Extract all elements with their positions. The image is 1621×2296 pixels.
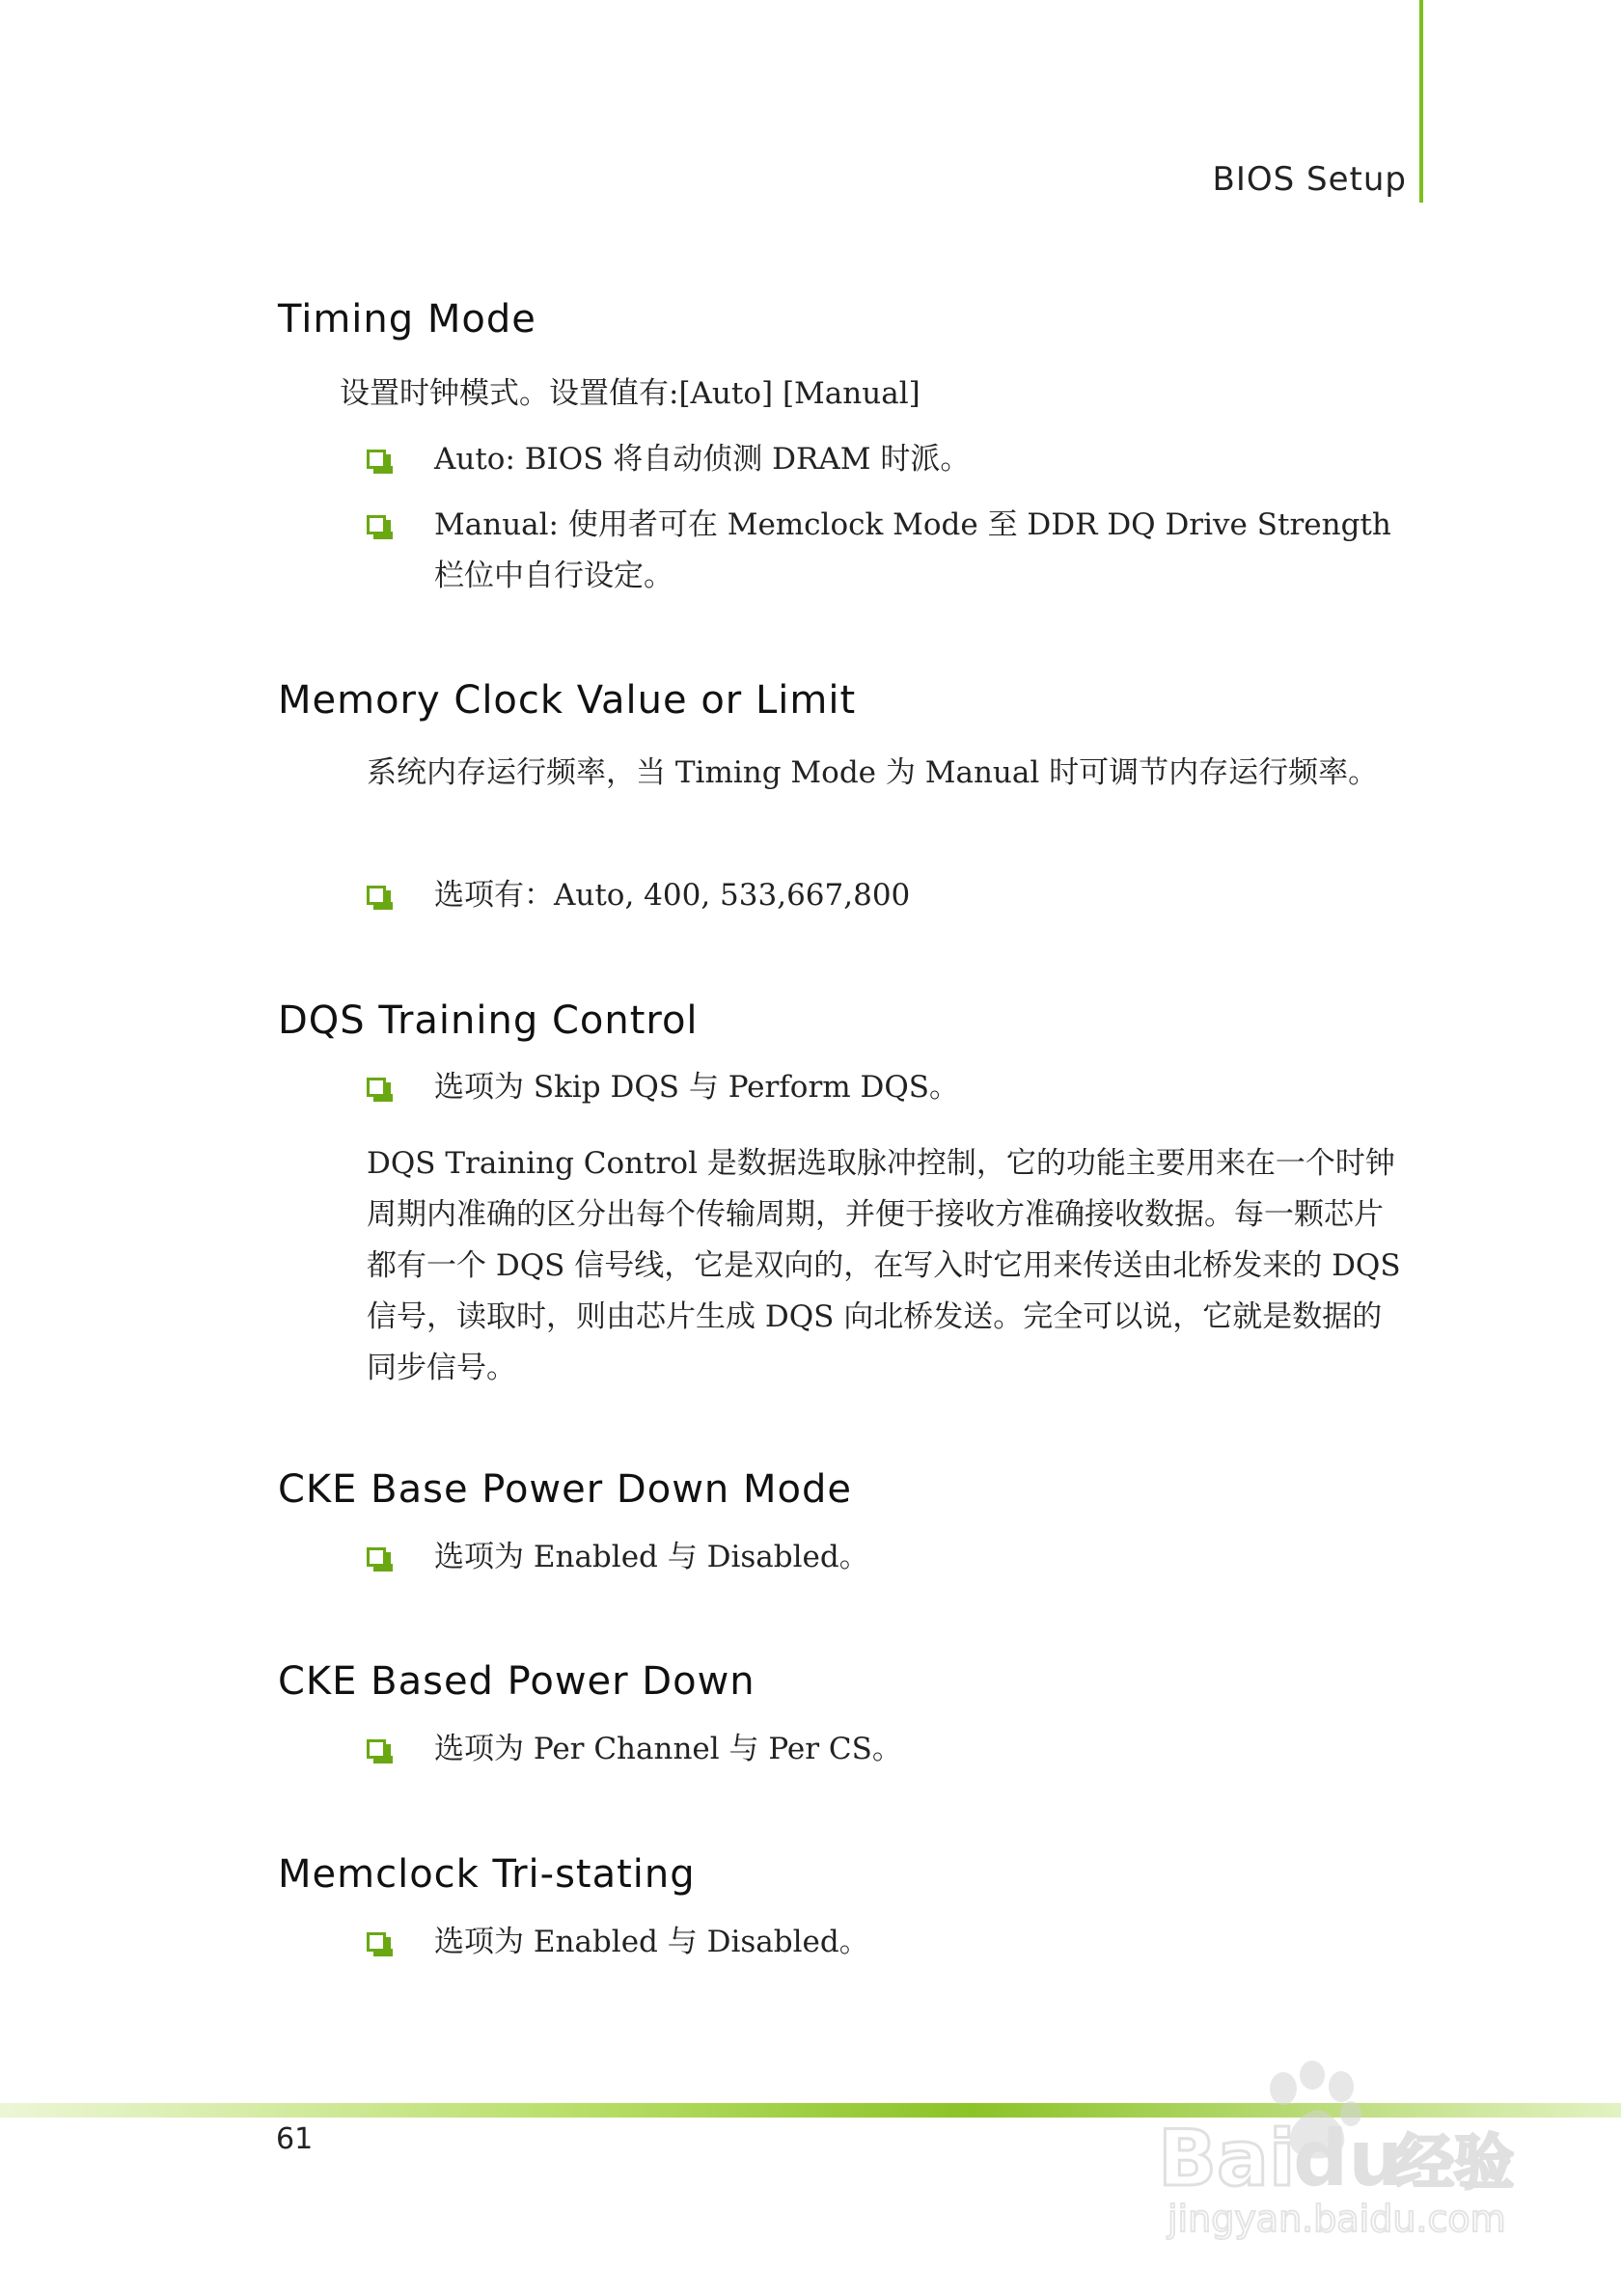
watermark-brand: Bai xyxy=(1158,2114,1296,2203)
heading-memory-clock: Memory Clock Value or Limit xyxy=(278,678,857,723)
heading-cke-based-power-down: CKE Based Power Down xyxy=(278,1659,756,1704)
bullet-text: 选项为 Enabled 与 Disabled。 xyxy=(434,1540,869,1574)
watermark-brand-du: du xyxy=(1293,2114,1404,2203)
bullet-text: Manual: 使用者可在 Memclock Mode 至 DDR DQ Drive Strength 栏位中自行设定。 xyxy=(434,507,1391,593)
dqs-training-paragraph: DQS Training Control 是数据选取脉冲控制，它的功能主要用来在一个时钟周期内准确的区分出每个传输周期，并便于接收方准确接收数据。每一颗芯片都有一个 DQS 信号线，它是双向的，在写入时它用来传送由北桥发来的 DQS 信号，读取时，则由芯片生成 DQS 向北桥发送。完全可以说，它就是数据的同步信号。 xyxy=(367,1146,1401,1385)
checkbox-bullet-icon xyxy=(367,1078,386,1097)
bullet-text: 选项为 Per Channel 与 Per CS。 xyxy=(434,1732,902,1766)
bullet-text: 选项为 Enabled 与 Disabled。 xyxy=(434,1925,869,1959)
checkbox-bullet-icon xyxy=(367,515,386,534)
heading-timing-mode: Timing Mode xyxy=(278,297,536,342)
heading-cke-base-power-down-mode: CKE Base Power Down Mode xyxy=(278,1467,852,1512)
checkbox-bullet-icon xyxy=(367,1932,386,1952)
bullet-text: Auto: BIOS 将自动侦测 DRAM 时派。 xyxy=(434,442,971,477)
baidu-jingyan-watermark xyxy=(1148,2060,1534,2243)
watermark-product: 经验 xyxy=(1394,2127,1515,2198)
checkbox-bullet-icon xyxy=(367,1547,386,1567)
heading-memclock-tristating: Memclock Tri-stating xyxy=(278,1852,696,1897)
header-accent-line xyxy=(1419,0,1423,203)
timing-mode-intro: 设置时钟模式。设置值有:[Auto] [Manual] xyxy=(340,376,920,411)
watermark-url: jingyan.baidu.com xyxy=(1168,2198,1506,2240)
checkbox-bullet-icon xyxy=(367,1739,386,1759)
page-header-title: BIOS Setup xyxy=(1212,160,1407,199)
memory-clock-intro: 系统内存运行频率，当 Timing Mode 为 Manual 时可调节内存运行频率。 xyxy=(367,755,1379,790)
checkbox-bullet-icon xyxy=(367,886,386,905)
page-number: 61 xyxy=(276,2122,314,2156)
checkbox-bullet-icon xyxy=(367,450,386,469)
heading-dqs-training: DQS Training Control xyxy=(278,998,699,1043)
bullet-text: 选项有：Auto, 400, 533,667,800 xyxy=(434,878,911,913)
bullet-text: 选项为 Skip DQS 与 Perform DQS。 xyxy=(434,1070,960,1105)
